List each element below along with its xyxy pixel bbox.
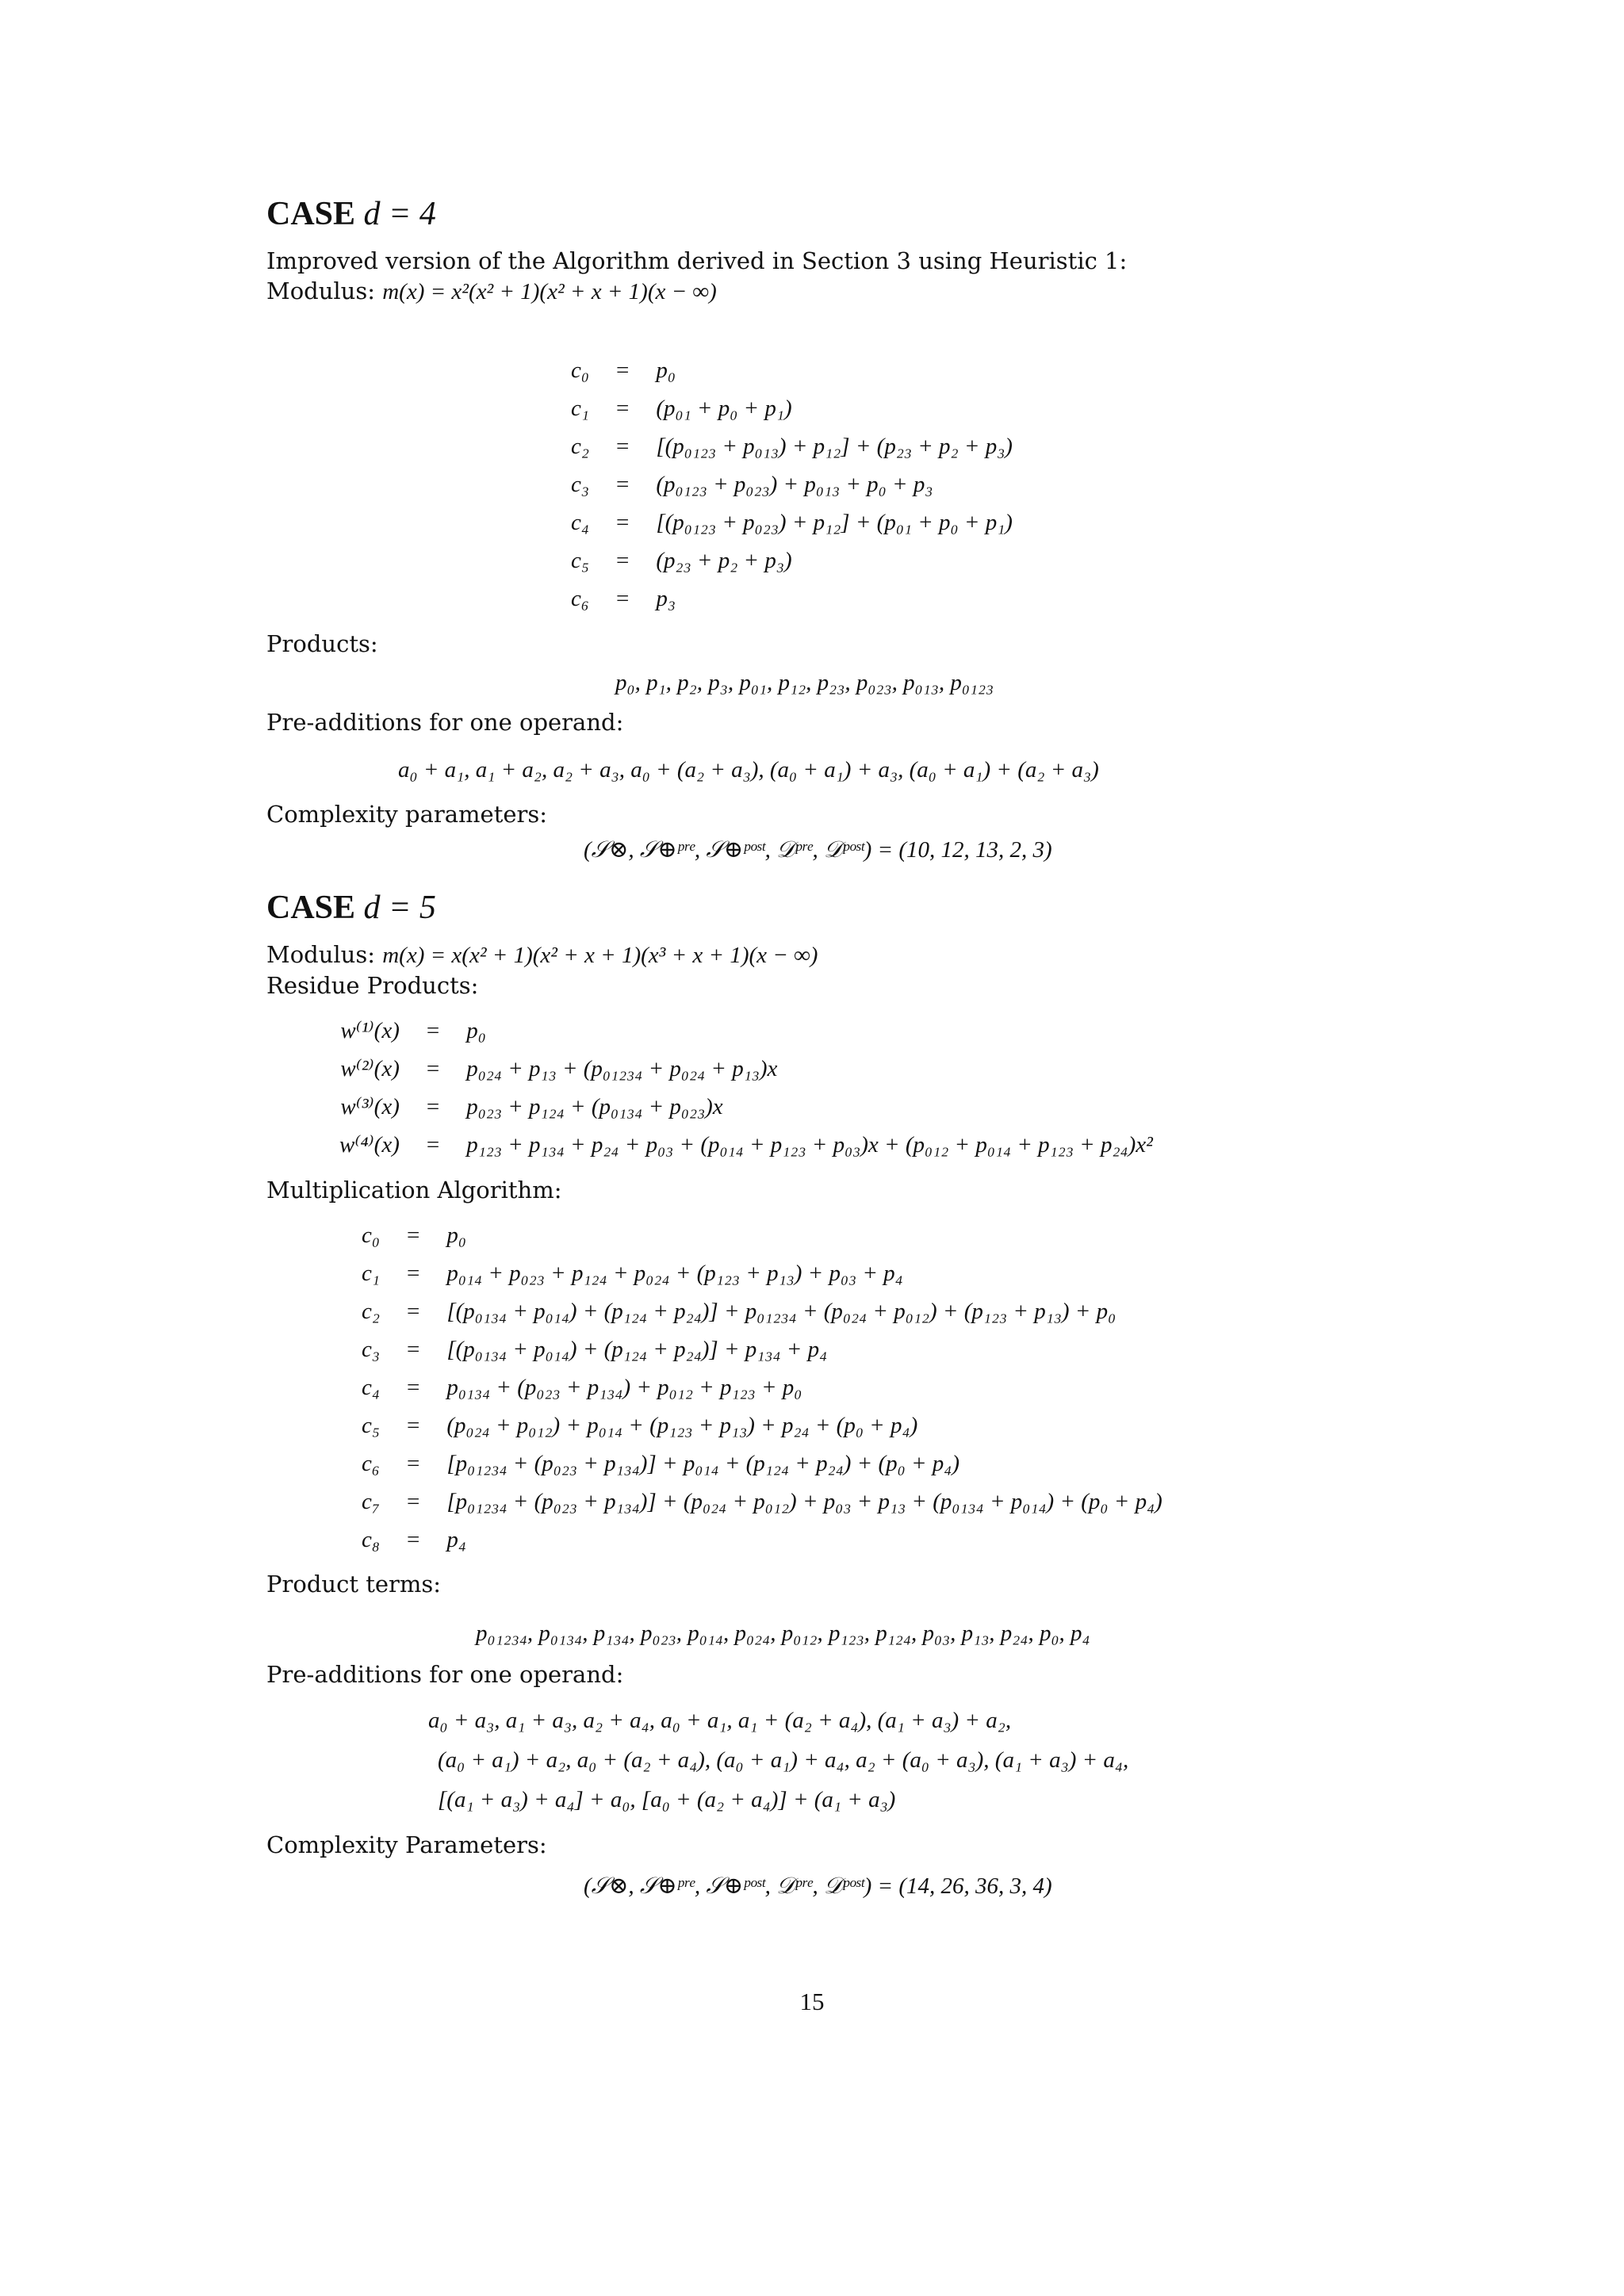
residue-row: w⁽²⁾(x) = p₀₂₄ + p₁₃ + (p₀₁₂₃₄ + p₀₂₄ + p₁₃)x bbox=[340, 1055, 778, 1081]
case4-modulus-eq: m(x) = x²(x² + 1)(x² + x + 1)(x − ∞) bbox=[382, 279, 717, 305]
case5-residues bbox=[339, 1012, 1153, 1165]
case5-residue-label: Residue Products: bbox=[266, 971, 479, 999]
page-number: 15 bbox=[799, 1988, 825, 2015]
case5-preadd-line: a₀ + a₃, a₁ + a₃, a₂ + a₄, a₀ + a₁, a₁ + (a₂ + a₄), (a₁ + a₃) + a₂, bbox=[428, 1708, 1012, 1734]
case5-eq-row: c₃ = [(p₀₁₃₄ + p₀₁₄) + (p₁₂₄ + p₂₄)] + p₁₃₄ + p₄ bbox=[362, 1336, 828, 1362]
case5-eq-row: c₀ = p₀ bbox=[362, 1222, 466, 1248]
case4-eq-row: c₄ = [(p₀₁₂₃ + p₀₂₃) + p₁₂] + (p₀₁ + p₀ + p₁) bbox=[571, 509, 1013, 535]
case4-heading-word: CASE bbox=[266, 196, 356, 232]
residue-row: w⁽⁴⁾(x) = p₁₂₃ + p₁₃₄ + p₂₄ + p₀₃ + (p₀₁₄ + p₁₂₃ + p₀₃)x + (p₀₁₂ + p₀₁₄ + p₁₂₃ + p₂₄)x² bbox=[339, 1131, 1153, 1158]
case5-modulus-line bbox=[266, 940, 1377, 971]
case5-preadd-label: Pre-additions for one operand: bbox=[266, 1660, 624, 1688]
case5-preadd-line: [(a₁ + a₃) + a₄] + a₀, [a₀ + (a₂ + a₄)] + (a₁ + a₃) bbox=[438, 1787, 896, 1813]
case5-complexity-label: Complexity Parameters: bbox=[266, 1831, 547, 1859]
case4-eq-row: c₁ = (p₀₁ + p₀ + p₁) bbox=[571, 395, 792, 421]
case5-modulus-label: Modulus: bbox=[266, 941, 375, 969]
case4-eq-row: c₅ = (p₂₃ + p₂ + p₃) bbox=[571, 547, 792, 573]
case4-products: p₀, p₁, p₂, p₃, p₀₁, p₁₂, p₂₃, p₀₂₃, p₀₁₃, p₀₁₂₃ bbox=[615, 670, 994, 696]
case5-modulus-eq: m(x) = x(x² + 1)(x² + x + 1)(x³ + x + 1)(x − ∞) bbox=[382, 943, 818, 969]
case4-products-label: Products: bbox=[266, 629, 378, 657]
residue-row: w⁽³⁾(x) = p₀₂₃ + p₁₂₄ + (p₀₁₃₄ + p₀₂₃)x bbox=[340, 1093, 723, 1119]
case5-eq-row: c₂ = [(p₀₁₃₄ + p₀₁₄) + (p₁₂₄ + p₂₄)] + p₀₁₂₃₄ + (p₀₂₄ + p₀₁₂) + (p₁₂₃ + p₁₃) + p₀ bbox=[362, 1298, 1116, 1324]
case5-heading bbox=[266, 888, 1377, 928]
page-content bbox=[266, 194, 1377, 1902]
case4-eq-row: c₃ = (p₀₁₂₃ + p₀₂₃) + p₀₁₃ + p₀ + p₃ bbox=[571, 471, 933, 497]
case5-heading-eq: d = 5 bbox=[363, 889, 436, 926]
case4-eq-row: c₂ = [(p₀₁₂₃ + p₀₁₃) + p₁₂] + (p₂₃ + p₂ + p₃) bbox=[571, 433, 1013, 459]
case5-products-label: Product terms: bbox=[266, 1571, 442, 1598]
case5-eq-row: c₁ = p₀₁₄ + p₀₂₃ + p₁₂₄ + p₀₂₄ + (p₁₂₃ + p₁₃) + p₀₃ + p₄ bbox=[362, 1260, 903, 1286]
case5-equations bbox=[362, 1216, 1162, 1559]
case5-complexity: (𝒮⊗, 𝒮⊕ᵖʳᵉ, 𝒮⊕ᵖᵒˢᵗ, 𝒟ᵖʳᵉ, 𝒟ᵖᵒˢᵗ) = (14, 26, 36, 3, 4) bbox=[584, 1873, 1052, 1900]
case4-preadd: a₀ + a₁, a₁ + a₂, a₂ + a₃, a₀ + (a₂ + a₃), (a₀ + a₁) + a₃, (a₀ + a₁) + (a₂ + a₃) bbox=[398, 756, 1099, 783]
case5-heading-word: CASE bbox=[266, 889, 356, 926]
case4-modulus-label: Modulus: bbox=[266, 277, 375, 305]
case5-eq-row: c₈ = p₄ bbox=[362, 1526, 466, 1552]
case5-eq-row: c₆ = [p₀₁₂₃₄ + (p₀₂₃ + p₁₃₄)] + p₀₁₄ + (p₁₂₄ + p₂₄) + (p₀ + p₄) bbox=[362, 1450, 960, 1476]
case5-eq-row: c₅ = (p₀₂₄ + p₀₁₂) + p₀₁₄ + (p₁₂₃ + p₁₃) + p₂₄ + (p₀ + p₄) bbox=[362, 1412, 918, 1438]
residue-row: w⁽¹⁾(x) = p₀ bbox=[340, 1017, 486, 1043]
case4-heading bbox=[266, 194, 1377, 234]
case4-modulus-line bbox=[266, 277, 1377, 308]
case4-preadd-label: Pre-additions for one operand: bbox=[266, 709, 624, 737]
case5-eq-row: c₄ = p₀₁₃₄ + (p₀₂₃ + p₁₃₄) + p₀₁₂ + p₁₂₃ + p₀ bbox=[362, 1374, 802, 1400]
case4-complexity: (𝒮⊗, 𝒮⊕ᵖʳᵉ, 𝒮⊕ᵖᵒˢᵗ, 𝒟ᵖʳᵉ, 𝒟ᵖᵒˢᵗ) = (10, 12, 13, 2, 3) bbox=[584, 837, 1052, 863]
case4-intro: Improved version of the Algorithm derived in Section 3 using Heuristic 1: bbox=[266, 247, 1128, 275]
case5-mult-label: Multiplication Algorithm: bbox=[266, 1176, 562, 1203]
case4-heading-eq: d = 4 bbox=[363, 196, 436, 232]
case5-preadd-block bbox=[428, 1701, 1377, 1820]
case4-equations bbox=[571, 352, 1013, 618]
case4-complexity-label: Complexity parameters: bbox=[266, 800, 548, 828]
case4-eq-row: c₆ = p₃ bbox=[571, 585, 676, 611]
case5-products: p₀₁₂₃₄, p₀₁₃₄, p₁₃₄, p₀₂₃, p₀₁₄, p₀₂₄, p₀₁₂, p₁₂₃, p₁₂₄, p₀₃, p₁₃, p₂₄, p₀, p₄ bbox=[476, 1621, 1090, 1647]
case5-eq-row: c₇ = [p₀₁₂₃₄ + (p₀₂₃ + p₁₃₄)] + (p₀₂₄ + p₀₁₂) + p₀₃ + p₁₃ + (p₀₁₃₄ + p₀₁₄) + (p₀ + p₄) bbox=[362, 1488, 1162, 1514]
case5-preadd-line: (a₀ + a₁) + a₂, a₀ + (a₂ + a₄), (a₀ + a₁) + a₄, a₂ + (a₀ + a₃), (a₁ + a₃) + a₄, bbox=[438, 1747, 1129, 1774]
case4-eq-row: c₀ = p₀ bbox=[571, 357, 676, 383]
